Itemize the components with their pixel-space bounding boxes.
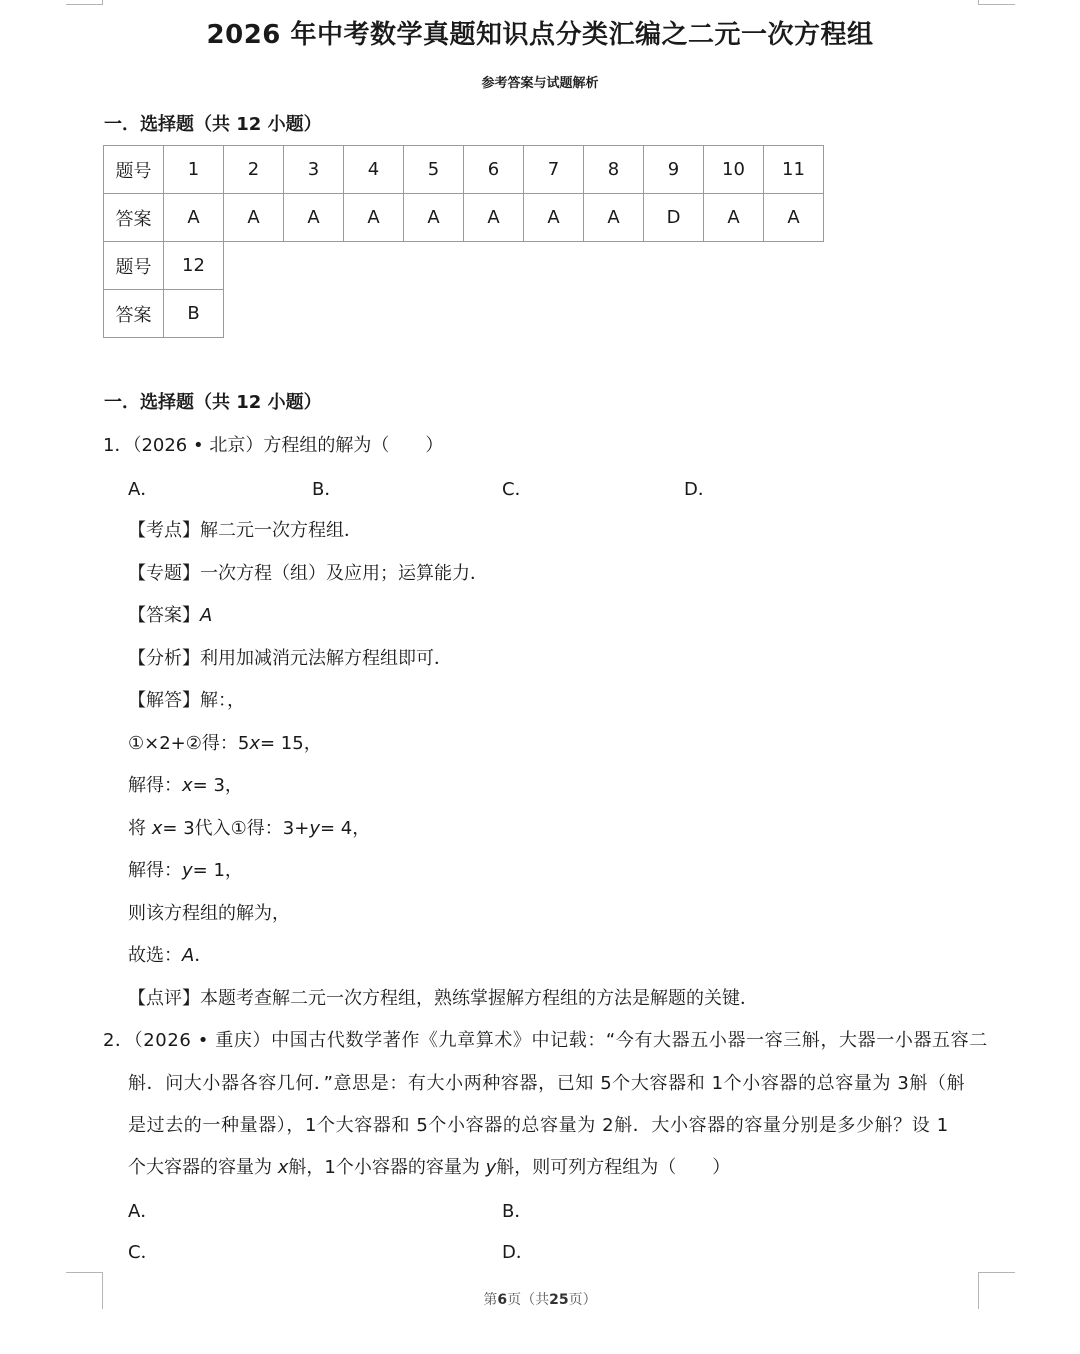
q1-option-d: D． (684, 479, 716, 500)
row-label: 答案 (104, 194, 164, 242)
q1-step-1 (128, 729, 322, 755)
table-cell: A (404, 194, 464, 242)
variable: A (182, 945, 195, 966)
table-cell: A (284, 194, 344, 242)
table-cell: A (344, 194, 404, 242)
table-cell: 5 (404, 146, 464, 194)
table-cell: A (224, 194, 284, 242)
row-label: 答案 (104, 290, 164, 338)
page-total: 25 (549, 1292, 569, 1308)
text: = 3， (192, 775, 243, 796)
table-row (104, 146, 824, 194)
text: = 3代入①得：3+ (162, 818, 310, 839)
tag: 【分析】 (128, 648, 200, 669)
table-cell: A (704, 194, 764, 242)
answer-table (103, 145, 824, 338)
table-row (104, 194, 824, 242)
q2-option-c: C． (128, 1242, 159, 1263)
variable: y (182, 860, 193, 881)
text: ①×2+②得：5 (128, 733, 250, 754)
page-title: 2026 年中考数学真题知识点分类汇编之二元一次方程组 (206, 20, 874, 50)
q1-option-c: C． (502, 479, 533, 500)
table-cell: B (164, 290, 224, 338)
table-cell: 10 (704, 146, 764, 194)
row-label: 题号 (104, 146, 164, 194)
section-heading-answers: 一．选择题（共 12 小题） (104, 114, 322, 135)
tag-text: 一次方程（组）及应用；运算能力． (200, 563, 488, 584)
variable: x (277, 1157, 289, 1178)
text: 解得： (128, 860, 182, 881)
q1-step-3 (128, 814, 370, 840)
question-2-line-3: 是过去的一种量器），1个大容器和 5个小容器的总容量为 2斛．大小容器的容量分别是多少斛？设 1 (128, 1115, 949, 1136)
table-cell: A (584, 194, 644, 242)
q1-option-a: A． (128, 479, 159, 500)
question-2-line-4 (128, 1153, 730, 1179)
table-cell: 3 (284, 146, 344, 194)
question-2-line-1: 2．（2026 • 重庆）中国古代数学著作《九章算术》中记载：“今有大器五小器一容三斛，大器一小器五容二 (103, 1030, 988, 1051)
table-cell: 1 (164, 146, 224, 194)
tag: 【解答】 (128, 690, 200, 711)
variable: y (309, 818, 320, 839)
table-cell: 7 (524, 146, 584, 194)
crop-mark-top-right (978, 0, 1015, 5)
tag-text: 本题考查解二元一次方程组，熟练掌握解方程组的方法是解题的关键． (200, 988, 758, 1009)
q1-option-b: B． (312, 479, 343, 500)
question-1-stem: 1．（2026 • 北京）方程组的解为（ ） (103, 435, 444, 456)
variable: x (249, 733, 260, 754)
row-label: 题号 (104, 242, 164, 290)
question-2-line-2: 斛．问大小器各容几何．”意思是：有大小两种容器，已知 5个大容器和 1个小容器的总容量为 3斛（斛 (128, 1073, 966, 1094)
section-heading-solutions: 一．选择题（共 12 小题） (104, 392, 322, 413)
table-row (104, 290, 824, 338)
text: 页） (568, 1292, 597, 1308)
page-footer (0, 1289, 1080, 1309)
text: 解得： (128, 775, 182, 796)
table-cell: D (644, 194, 704, 242)
table-cell: A (464, 194, 524, 242)
text: 页（共 (507, 1292, 550, 1308)
text: 故选： (128, 945, 182, 966)
table-row (104, 242, 824, 290)
table-blank (224, 242, 824, 290)
tag: 【点评】 (128, 988, 200, 1009)
text: ． (194, 945, 213, 966)
table-blank (224, 290, 824, 338)
q2-option-b: B． (502, 1201, 533, 1222)
q1-kaodian (128, 516, 362, 542)
q1-step-2 (128, 771, 243, 797)
tag: 【专题】 (128, 563, 200, 584)
tag-text: 解：， (200, 690, 245, 711)
table-cell: A (164, 194, 224, 242)
variable: y (485, 1157, 497, 1178)
variable: x (182, 775, 193, 796)
table-cell: 8 (584, 146, 644, 194)
q1-comment (128, 984, 758, 1010)
q1-zhuanti (128, 559, 488, 585)
tag: 【考点】 (128, 520, 200, 541)
text: 第 (483, 1292, 498, 1308)
table-cell: 11 (764, 146, 824, 194)
table-cell: A (764, 194, 824, 242)
page-number: 6 (497, 1292, 508, 1308)
q2-option-d: D． (502, 1242, 534, 1263)
q1-analysis (128, 644, 452, 670)
table-cell: 2 (224, 146, 284, 194)
q2-option-a: A． (128, 1201, 159, 1222)
text: = 4， (319, 818, 371, 839)
text: 斛，则可列方程组为（ ） (496, 1157, 731, 1178)
tag: 【答案】 (128, 605, 200, 626)
q1-solution (128, 686, 245, 712)
text: 个大容器的容量为 (128, 1157, 278, 1178)
table-cell: 12 (164, 242, 224, 290)
text: 斛，1个小容器的容量为 (288, 1157, 486, 1178)
q1-step-5: 则该方程组的解为， (128, 903, 290, 924)
tag-text: 解二元一次方程组． (200, 520, 362, 541)
tag-text: 利用加减消元法解方程组即可． (200, 648, 452, 669)
table-cell: 6 (464, 146, 524, 194)
text: = 1， (192, 860, 243, 881)
variable: x (151, 818, 163, 839)
table-cell: A (524, 194, 584, 242)
table-cell: 9 (644, 146, 704, 194)
table-cell: 4 (344, 146, 404, 194)
text: = 15， (260, 733, 322, 754)
tag-text: A (200, 605, 213, 626)
page-subtitle: 参考答案与试题解析 (481, 76, 599, 91)
q1-step-4 (128, 856, 243, 882)
q1-answer (128, 601, 212, 627)
text: 将 (128, 818, 152, 839)
crop-mark-top-left (66, 0, 103, 5)
q1-step-6 (128, 941, 212, 967)
